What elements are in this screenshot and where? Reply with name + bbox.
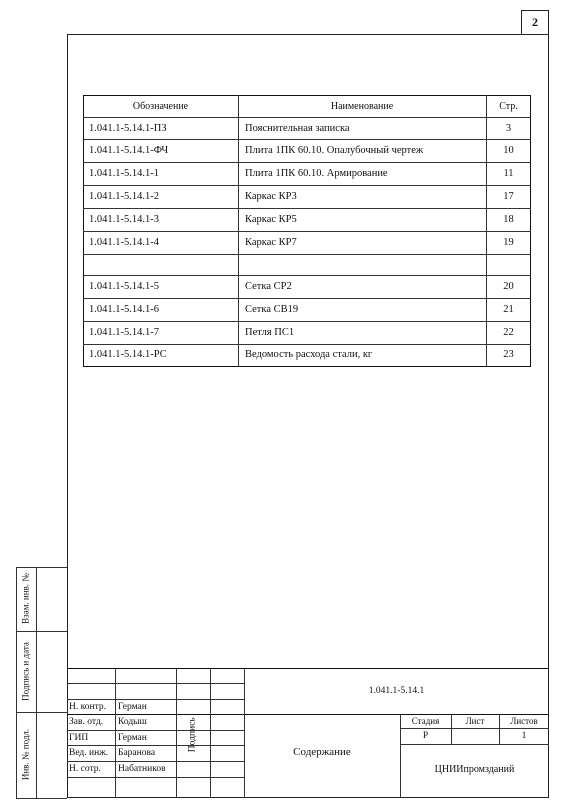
row-9-page: 21	[503, 304, 514, 315]
row-11-name: Ведомость расхода стали, кг	[245, 349, 373, 360]
row-3-name: Плита 1ПК 60.10. Армирование	[245, 168, 388, 179]
name-n-kontr: Герман	[118, 702, 147, 712]
stage-label: Стадия	[411, 716, 440, 726]
row-2-designation: 1.041.1-5.14.1-ФЧ	[89, 145, 169, 156]
role-n-sotr: Н. сотр.	[69, 764, 101, 774]
row-1-page: 3	[505, 123, 512, 134]
row-4-name: Каркас КР3	[245, 191, 297, 202]
row-8-page: 20	[503, 281, 514, 292]
drawing-title: Содержание	[293, 746, 351, 758]
row-6-designation: 1.041.1-5.14.1-4	[89, 237, 159, 248]
title-block	[67, 668, 549, 798]
row-9-designation: 1.041.1-5.14.1-6	[89, 304, 159, 315]
podpis-data-label: Подпись и дата	[20, 642, 31, 701]
row-5-name: Каркас КР5	[245, 214, 297, 225]
sheet-label: Лист	[465, 716, 485, 726]
row-10-page: 22	[503, 327, 514, 338]
role-zav-otd: Зав. отд.	[69, 717, 104, 727]
header-designation: Обозначение	[132, 101, 189, 112]
name-ved-inzh: Баранова	[118, 748, 156, 758]
name-zav-otd: Кодыш	[118, 717, 147, 727]
row-3-designation: 1.041.1-5.14.1-1	[89, 168, 159, 179]
signature-label: Подпись	[187, 717, 198, 753]
row-10-name: Петля ПС1	[245, 327, 295, 338]
document-code: 1.041.1-5.14.1	[368, 686, 425, 696]
row-9-name: Сетка СВ19	[245, 304, 299, 315]
row-3-page: 11	[503, 168, 514, 179]
row-10-designation: 1.041.1-5.14.1-7	[89, 327, 159, 338]
row-4-page: 17	[503, 191, 514, 202]
row-6-name: Каркас КР7	[245, 237, 297, 248]
name-n-sotr: Набатников	[118, 764, 166, 774]
row-11-page: 23	[503, 349, 514, 360]
vzam-inv-label: Взам. инв. №	[20, 573, 31, 624]
contents-table	[83, 95, 531, 367]
row-1-name: Пояснительная записка	[245, 123, 350, 134]
row-8-name: Сетка СР2	[245, 281, 292, 292]
row-2-name: Плита 1ПК 60.10. Опалубочный чертеж	[245, 145, 424, 156]
role-gip: ГИП	[69, 733, 89, 743]
row-5-designation: 1.041.1-5.14.1-3	[89, 214, 159, 225]
role-n-kontr: Н. контр.	[69, 702, 106, 712]
sheets-label: Листов	[510, 716, 538, 726]
header-page: Стр.	[499, 101, 518, 112]
name-gip: Герман	[118, 733, 147, 743]
role-ved-inzh: Вед. инж.	[69, 748, 109, 758]
row-1-designation: 1.041.1-5.14.1-ПЗ	[89, 123, 167, 134]
sheet-number: 2	[521, 10, 549, 35]
row-5-page: 18	[503, 214, 514, 225]
row-4-designation: 1.041.1-5.14.1-2	[89, 191, 159, 202]
side-stamp	[16, 567, 67, 798]
inv-podl-label: Инв. № подл.	[20, 728, 31, 781]
row-8-designation: 1.041.1-5.14.1-5	[89, 281, 159, 292]
row-11-designation: 1.041.1-5.14.1-РС	[89, 349, 167, 360]
sheets-value: 1	[521, 731, 527, 741]
stage-value: Р	[422, 731, 429, 741]
header-name: Наименование	[330, 101, 394, 112]
organization: ЦНИИпромзданий	[434, 764, 515, 775]
row-2-page: 10	[503, 145, 514, 156]
row-6-page: 19	[503, 237, 514, 248]
